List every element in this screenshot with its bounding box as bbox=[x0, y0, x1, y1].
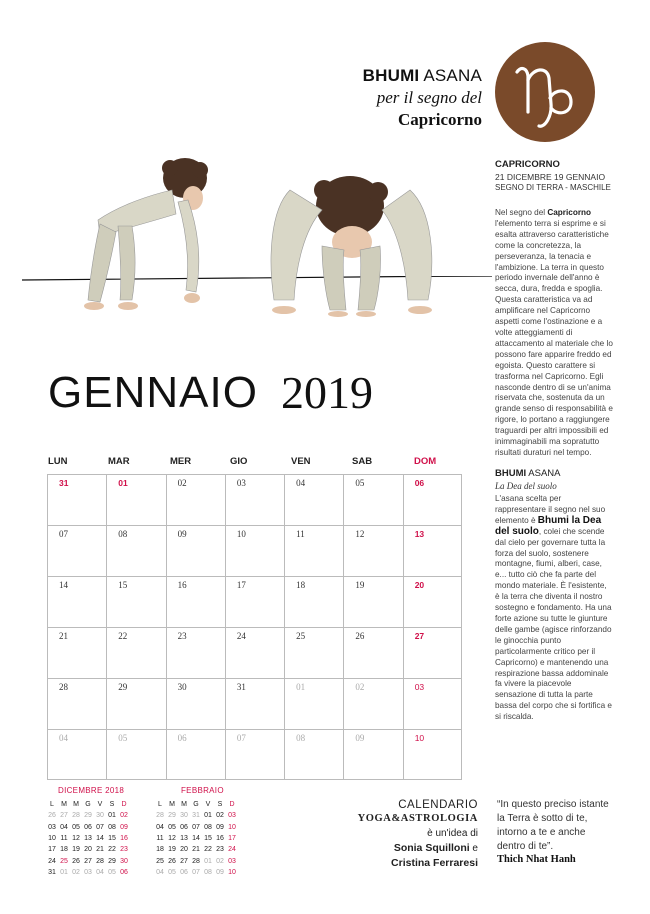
header-sign: Capricorno bbox=[397, 110, 482, 129]
mini-day: 26 bbox=[72, 857, 80, 865]
mini-calendar-prev-title: DICEMBRE 2018 bbox=[58, 786, 125, 795]
mini-day: 03 bbox=[228, 812, 236, 820]
mini-day: 31 bbox=[48, 868, 56, 876]
mini-day: 29 bbox=[108, 857, 116, 865]
mini-day: 07 bbox=[192, 868, 200, 876]
mini-day: 16 bbox=[120, 835, 128, 843]
mini-day: 25 bbox=[156, 857, 164, 865]
day-cell[interactable]: 16 bbox=[177, 580, 187, 590]
mini-day: 23 bbox=[216, 846, 224, 854]
mini-day: 04 bbox=[156, 868, 164, 876]
mini-day: 07 bbox=[192, 823, 200, 831]
mini-day: 17 bbox=[228, 835, 236, 843]
mini-day: 15 bbox=[108, 835, 116, 843]
mini-day: 06 bbox=[180, 823, 188, 831]
day-cell[interactable]: 07 bbox=[236, 733, 246, 743]
mini-weekday: G bbox=[193, 801, 199, 809]
mini-weekday: V bbox=[205, 801, 211, 809]
sidebar-p1-start: Nel segno del bbox=[495, 208, 548, 217]
quote-author: Thich Nhat Hanh bbox=[497, 854, 576, 865]
sidebar-p1-rest: l'elemento terra si esprime e si esalta attraverso caratteristiche come la concretezza, la perseveranza, la tenacia e l'ambizione. La terra in questo periodo invernale dell'anno è secca, dura, fredda e spoglia. Questa caratteristica va ad amplificare nel Capricorno aspetti come l'ostinazione e a volte atteggiamenti di attaccamento al materiale che lo possono fare apparire freddo ed egoista. Questo carattere si trasforma nel Capricorno. Egli nasconde dentro di se un'anima riservata che, sostenuta da un grande senso di responsabilità e rigore, lo portano a raggiungere traguardi per altri impossibili ed inimmaginabili ma sopratutto risultati duraturi nel tempo. bbox=[495, 218, 613, 457]
mini-day: 19 bbox=[72, 846, 80, 854]
day-cell[interactable]: 05 bbox=[355, 478, 365, 488]
weekday-sat: SAB bbox=[352, 456, 373, 467]
mini-day: 09 bbox=[216, 823, 224, 831]
day-cell[interactable]: 14 bbox=[59, 580, 68, 590]
mini-day: 24 bbox=[228, 846, 236, 854]
mini-day: 06 bbox=[120, 868, 128, 876]
weekday-tue: MAR bbox=[108, 456, 130, 467]
credits-author2: Cristina Ferraresi bbox=[391, 857, 478, 870]
credits bbox=[336, 798, 478, 870]
mini-weekday: S bbox=[109, 801, 115, 809]
mini-day: 15 bbox=[204, 835, 212, 843]
day-cell[interactable]: 31 bbox=[59, 478, 69, 488]
grid-row-divider bbox=[47, 729, 462, 730]
mini-day: 21 bbox=[192, 846, 200, 854]
mini-weekday: V bbox=[97, 801, 103, 809]
day-cell[interactable]: 10 bbox=[414, 733, 425, 743]
day-cell[interactable]: 21 bbox=[59, 631, 68, 641]
yoga-illustration bbox=[60, 150, 460, 330]
mini-day: 30 bbox=[180, 812, 188, 820]
mini-day: 02 bbox=[120, 812, 128, 820]
mini-day: 06 bbox=[84, 823, 92, 831]
sidebar-p2-rest: , colei che scende dal cielo per governare tutta la forza del suolo, sostenere montagne, fiumi, alberi, case, e... tutto ciò che fa parte del mondo materiale. È l'esistente, è la terra che diventa il nostro sostegno e fondamento. Ha una forte azione su tutte le giunture delle gambe (agisce rinforzando le ginocchia punto particolarmente critico per il Capricorno) e mantenendo una respirazione bassa addominale fa vivere la piacevole sensazione di tutta la parte bassa del corpo che si fortifica e si riscalda. bbox=[495, 526, 612, 722]
mini-day: 31 bbox=[192, 812, 200, 820]
grid-col-divider bbox=[166, 474, 167, 780]
credits-and: e bbox=[469, 842, 478, 854]
day-cell[interactable]: 15 bbox=[118, 580, 128, 590]
mini-day: 17 bbox=[48, 846, 56, 854]
mini-day: 01 bbox=[204, 857, 212, 865]
weekday-sun: DOM bbox=[414, 456, 437, 467]
mini-day: 16 bbox=[216, 835, 224, 843]
grid-row-divider bbox=[47, 627, 462, 628]
grid-row-divider bbox=[47, 525, 462, 526]
day-cell[interactable]: 04 bbox=[296, 478, 306, 488]
month-title: GENNAIO bbox=[48, 368, 258, 417]
sign-badge bbox=[495, 42, 595, 142]
mini-day: 23 bbox=[120, 846, 128, 854]
mini-weekday: G bbox=[85, 801, 91, 809]
mini-day: 05 bbox=[168, 823, 176, 831]
mini-weekday: S bbox=[217, 801, 223, 809]
mini-weekday: M bbox=[169, 801, 175, 809]
day-cell[interactable]: 07 bbox=[59, 529, 68, 539]
mini-day: 14 bbox=[192, 835, 200, 843]
day-cell[interactable]: 13 bbox=[414, 529, 425, 539]
mini-day: 26 bbox=[168, 857, 176, 865]
day-cell[interactable]: 06 bbox=[177, 733, 187, 743]
mini-day: 08 bbox=[204, 823, 212, 831]
mini-day: 21 bbox=[96, 846, 104, 854]
mini-day: 27 bbox=[180, 857, 188, 865]
capricorn-glyph-icon bbox=[495, 42, 595, 142]
sidebar-dates: 21 DICEMBRE 19 GENNAIO bbox=[495, 172, 606, 182]
day-cell[interactable]: 26 bbox=[355, 631, 365, 641]
mini-day: 22 bbox=[204, 846, 212, 854]
mini-day: 13 bbox=[180, 835, 188, 843]
mini-weekday: L bbox=[50, 801, 54, 809]
mini-day: 01 bbox=[108, 812, 116, 820]
mini-day: 03 bbox=[228, 857, 236, 865]
mini-day: 07 bbox=[96, 823, 104, 831]
mini-day: 08 bbox=[108, 823, 116, 831]
mini-day: 04 bbox=[60, 823, 68, 831]
header-title bbox=[300, 66, 482, 86]
sidebar-p1-bold: Capricorno bbox=[547, 208, 592, 217]
mini-day: 01 bbox=[60, 868, 68, 876]
day-cell[interactable]: 19 bbox=[355, 580, 365, 590]
credits-author1: Sonia Squilloni bbox=[393, 841, 470, 854]
mini-day: 05 bbox=[108, 868, 116, 876]
mini-day: 13 bbox=[84, 835, 92, 843]
mini-day: 02 bbox=[216, 857, 224, 865]
mini-day: 05 bbox=[72, 823, 80, 831]
sidebar-paragraph-asana bbox=[495, 494, 613, 723]
mini-day: 03 bbox=[48, 823, 56, 831]
mini-day: 10 bbox=[228, 823, 236, 831]
mini-day: 01 bbox=[204, 812, 212, 820]
grid-col-divider bbox=[284, 474, 285, 780]
mini-day: 24 bbox=[48, 857, 56, 865]
grid-col-divider bbox=[343, 474, 344, 780]
day-cell[interactable]: 02 bbox=[177, 478, 187, 488]
day-cell[interactable]: 09 bbox=[355, 733, 365, 743]
mini-day: 06 bbox=[180, 868, 188, 876]
day-cell[interactable]: 06 bbox=[414, 478, 425, 488]
day-cell[interactable]: 24 bbox=[236, 631, 246, 641]
sidebar-asana-subtitle: La Dea del suolo bbox=[495, 481, 557, 491]
mini-calendar-next bbox=[154, 799, 238, 878]
mini-day: 30 bbox=[96, 812, 104, 820]
mini-day: 28 bbox=[156, 812, 164, 820]
grid-col-divider bbox=[225, 474, 226, 780]
mini-weekday: L bbox=[158, 801, 162, 809]
mini-weekday: D bbox=[229, 801, 235, 809]
mini-weekday: M bbox=[73, 801, 79, 809]
day-cell[interactable]: 09 bbox=[177, 529, 187, 539]
day-cell[interactable]: 18 bbox=[296, 580, 306, 590]
mini-day: 30 bbox=[120, 857, 128, 865]
day-cell[interactable]: 29 bbox=[118, 682, 128, 692]
mini-day: 12 bbox=[72, 835, 80, 843]
sidebar-sign-type: SEGNO DI TERRA - MASCHILE bbox=[495, 183, 611, 192]
day-cell[interactable]: 08 bbox=[296, 733, 306, 743]
mini-weekday: D bbox=[121, 801, 127, 809]
mini-day: 20 bbox=[180, 846, 188, 854]
mini-day: 18 bbox=[156, 846, 164, 854]
mini-day: 02 bbox=[216, 812, 224, 820]
mini-day: 11 bbox=[156, 835, 164, 843]
day-cell[interactable]: 03 bbox=[414, 682, 425, 692]
mini-day: 29 bbox=[168, 812, 176, 820]
mini-calendar-next-title: FEBBRAIO bbox=[181, 786, 224, 795]
figure-front-view bbox=[271, 176, 432, 317]
credits-line3: è un'idea di bbox=[427, 827, 478, 839]
mini-day: 14 bbox=[96, 835, 104, 843]
day-cell[interactable]: 12 bbox=[355, 529, 365, 539]
mini-day: 29 bbox=[84, 812, 92, 820]
header-title-bold: BHUMI bbox=[362, 66, 420, 85]
mini-day: 26 bbox=[48, 812, 56, 820]
day-cell[interactable]: 10 bbox=[236, 529, 246, 539]
credits-line2: YOGA&ASTROLOGIA bbox=[357, 813, 478, 825]
mini-day: 27 bbox=[84, 857, 92, 865]
mini-day: 12 bbox=[168, 835, 176, 843]
sidebar-asana-rest: ASANA bbox=[528, 468, 561, 479]
mini-day: 27 bbox=[60, 812, 68, 820]
weekday-wed: MER bbox=[170, 456, 192, 467]
sidebar-heading: CAPRICORNO bbox=[495, 159, 560, 170]
header-subtitle: per il segno del bbox=[376, 88, 482, 107]
mini-day: 03 bbox=[84, 868, 92, 876]
sidebar-p2-bold: Bhumi la Dea del suolo bbox=[495, 514, 602, 537]
day-cell[interactable]: 20 bbox=[414, 580, 425, 590]
mini-day: 05 bbox=[168, 868, 176, 876]
day-cell[interactable]: 01 bbox=[118, 478, 128, 488]
mini-day: 28 bbox=[96, 857, 104, 865]
mini-day: 28 bbox=[192, 857, 200, 865]
day-cell[interactable]: 28 bbox=[59, 682, 68, 692]
credits-line1: CALENDARIO bbox=[398, 799, 478, 811]
day-cell[interactable]: 23 bbox=[177, 631, 187, 641]
day-cell[interactable]: 31 bbox=[236, 682, 246, 692]
mini-day: 25 bbox=[60, 857, 68, 865]
grid-row-divider bbox=[47, 576, 462, 577]
grid-col-divider bbox=[403, 474, 404, 780]
day-cell[interactable]: 08 bbox=[118, 529, 128, 539]
year-title: 2019 bbox=[281, 367, 373, 418]
day-cell[interactable]: 11 bbox=[296, 529, 305, 539]
weekday-mon: LUN bbox=[48, 456, 68, 467]
grid-col-divider bbox=[106, 474, 107, 780]
day-cell[interactable]: 02 bbox=[355, 682, 365, 692]
figure-side-view bbox=[84, 158, 208, 310]
mini-day: 08 bbox=[204, 868, 212, 876]
mini-day: 09 bbox=[120, 823, 128, 831]
mini-weekday: M bbox=[181, 801, 187, 809]
mini-calendar-prev bbox=[46, 799, 130, 878]
sidebar-paragraph-sign bbox=[495, 208, 613, 459]
weekday-thu: GIO bbox=[230, 456, 248, 467]
day-cell[interactable]: 27 bbox=[414, 631, 425, 641]
mini-day: 19 bbox=[168, 846, 176, 854]
mini-day: 22 bbox=[108, 846, 116, 854]
day-cell[interactable]: 17 bbox=[236, 580, 246, 590]
mini-weekday: M bbox=[61, 801, 67, 809]
day-cell[interactable]: 30 bbox=[177, 682, 187, 692]
sidebar-asana-heading bbox=[495, 469, 613, 480]
mini-day: 09 bbox=[216, 868, 224, 876]
day-cell[interactable]: 03 bbox=[236, 478, 246, 488]
mini-day: 11 bbox=[60, 835, 68, 843]
mini-day: 02 bbox=[72, 868, 80, 876]
mini-day: 04 bbox=[156, 823, 164, 831]
mini-day: 10 bbox=[48, 835, 56, 843]
sidebar-asana-bold: BHUMI bbox=[495, 468, 527, 479]
day-cell[interactable]: 04 bbox=[59, 733, 68, 743]
day-cell[interactable]: 01 bbox=[296, 682, 306, 692]
mini-day: 04 bbox=[96, 868, 104, 876]
header-title-rest: ASANA bbox=[423, 66, 482, 85]
day-cell[interactable]: 25 bbox=[296, 631, 306, 641]
mini-day: 28 bbox=[72, 812, 80, 820]
mini-day: 18 bbox=[60, 846, 68, 854]
grid-row-divider bbox=[47, 678, 462, 679]
mini-day: 10 bbox=[228, 868, 236, 876]
weekday-fri: VEN bbox=[291, 456, 311, 467]
day-cell[interactable]: 05 bbox=[118, 733, 128, 743]
sidebar-p2-start: L'asana scelta per rappresentare il segno nel suo elemento è bbox=[495, 494, 606, 525]
mini-day: 20 bbox=[84, 846, 92, 854]
quote-text: “In questo preciso istante la Terra è sotto di te, intorno a te e anche dentro di te”. bbox=[497, 799, 609, 852]
day-cell[interactable]: 22 bbox=[118, 631, 128, 641]
